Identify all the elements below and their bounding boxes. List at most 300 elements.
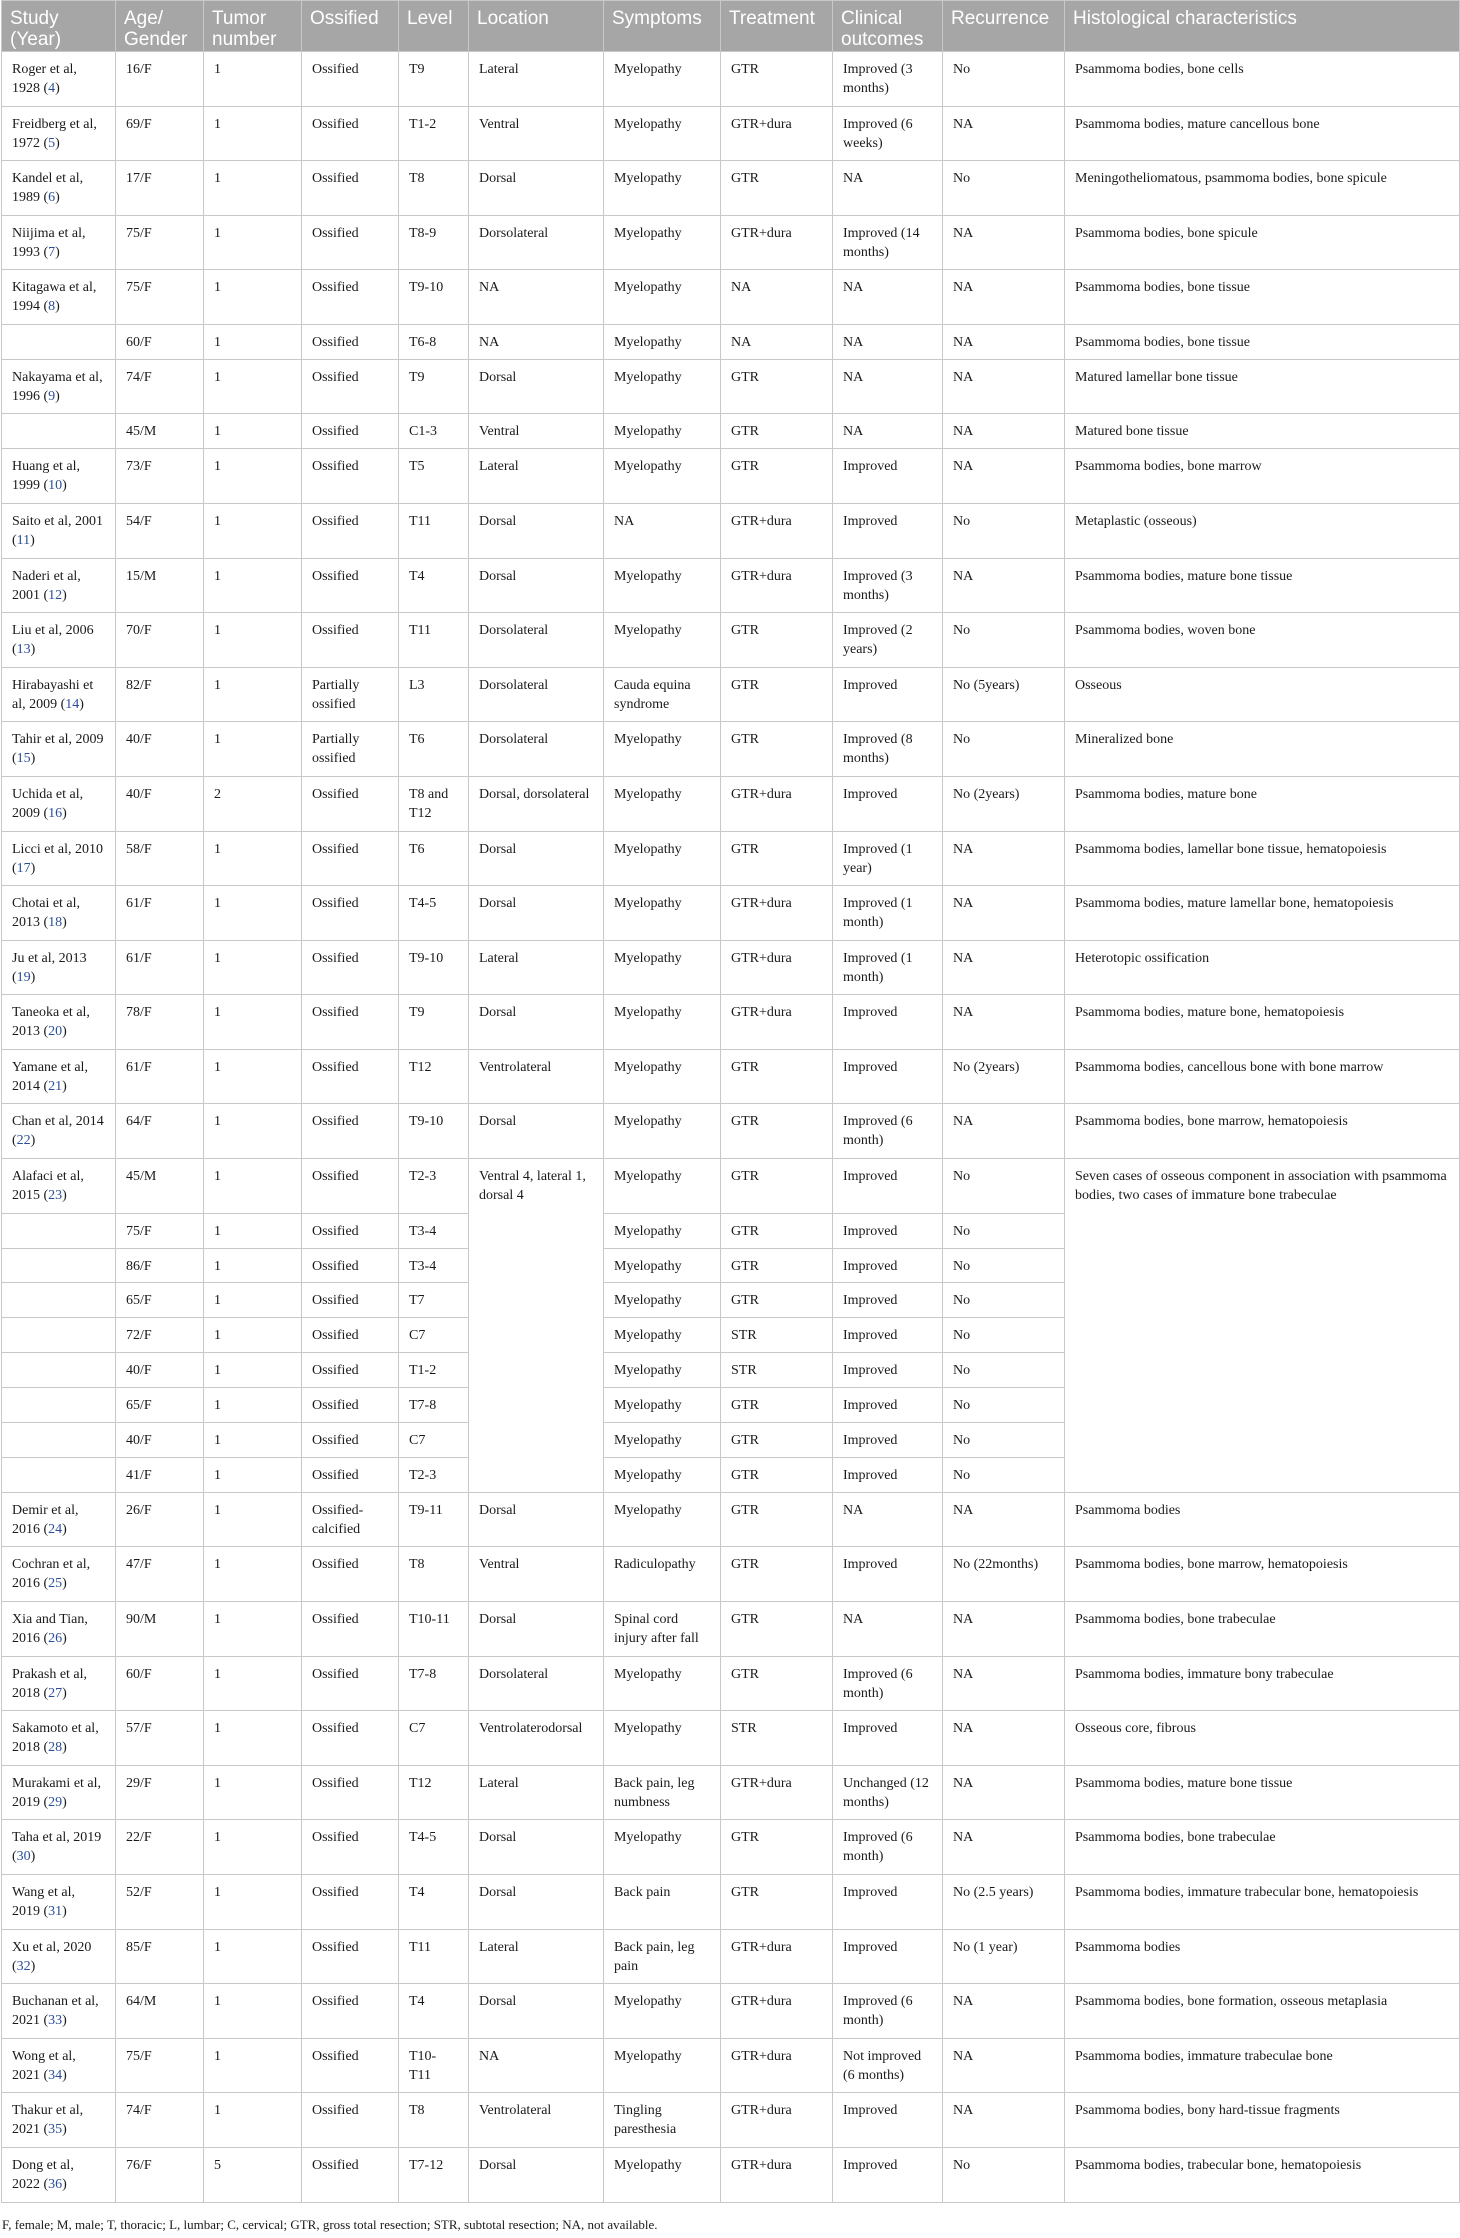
tumor-number-cell: 1: [204, 1874, 302, 1929]
recurrence-cell: No: [943, 1283, 1065, 1318]
treatment-cell: GTR+dura: [721, 1984, 833, 2039]
histology-cell: Psammoma bodies, bone marrow, hematopoiesis: [1065, 1104, 1460, 1159]
treatment-cell: GTR+dura: [721, 2147, 833, 2202]
reference-link[interactable]: 30: [16, 1849, 31, 1865]
study-cell: Taneoka et al, 2013 (20): [2, 995, 116, 1050]
outcome-cell: Improved: [833, 1353, 943, 1388]
header-row: [2, 1, 1460, 52]
reference-link[interactable]: 15: [16, 751, 31, 767]
outcome-cell: Improved: [833, 449, 943, 504]
reference-link[interactable]: 20: [48, 1024, 63, 1040]
reference-link[interactable]: 25: [48, 1576, 63, 1592]
ossified-cell: Ossified: [302, 1457, 399, 1492]
age-gender-cell: 29/F: [116, 1765, 204, 1820]
age-gender-cell: 75/F: [116, 215, 204, 270]
age-gender-cell: 74/F: [116, 359, 204, 414]
level-cell: T8-9: [399, 215, 469, 270]
study-cell: Tahir et al, 2009 (15): [2, 722, 116, 777]
outcome-cell: Improved: [833, 1248, 943, 1283]
ossified-cell: Ossified: [302, 831, 399, 886]
tumor-number-cell: 1: [204, 52, 302, 107]
treatment-cell: GTR: [721, 1248, 833, 1283]
treatment-cell: GTR: [721, 1213, 833, 1248]
table-row: [2, 558, 1460, 613]
level-cell: L3: [399, 667, 469, 722]
age-gender-cell: 74/F: [116, 2093, 204, 2148]
ossified-cell: Ossified: [302, 2038, 399, 2093]
reference-link[interactable]: 18: [48, 915, 63, 931]
study-cell: Kandel et al, 1989 (6): [2, 161, 116, 216]
level-cell: T9-10: [399, 940, 469, 995]
outcome-cell: Improved: [833, 1283, 943, 1318]
outcome-cell: Improved (3 months): [833, 52, 943, 107]
ossified-cell: Ossified: [302, 886, 399, 941]
level-cell: T7-8: [399, 1656, 469, 1711]
treatment-cell: GTR+dura: [721, 558, 833, 613]
study-name: Cochran et al, 2016: [12, 1557, 91, 1592]
study-name: Ju et al, 2013: [12, 950, 87, 966]
symptoms-cell: Myelopathy: [604, 359, 721, 414]
study-name: Naderi et al, 2001: [12, 568, 81, 603]
level-cell: T6-8: [399, 324, 469, 359]
outcome-cell: Improved: [833, 1388, 943, 1423]
tumor-number-cell: 1: [204, 106, 302, 161]
table-row: [2, 940, 1460, 995]
outcome-cell: Improved: [833, 2093, 943, 2148]
recurrence-cell: No: [943, 2147, 1065, 2202]
level-cell: T4-5: [399, 1820, 469, 1875]
treatment-cell: GTR: [721, 161, 833, 216]
study-name: Freidberg et al, 1972: [12, 116, 97, 151]
tumor-number-cell: 1: [204, 995, 302, 1050]
ossified-cell: Ossified: [302, 106, 399, 161]
table-row: [2, 1929, 1460, 1984]
tumor-number-cell: 1: [204, 1601, 302, 1656]
reference-link[interactable]: 5: [48, 135, 56, 151]
reference-link[interactable]: 4: [48, 81, 56, 96]
symptoms-cell: Myelopathy: [604, 270, 721, 325]
ossified-cell: Ossified: [302, 1711, 399, 1766]
reference-link[interactable]: 28: [48, 1740, 63, 1756]
study-name: Kandel et al, 1989: [12, 171, 84, 206]
header-treatment: Treatment: [721, 1, 833, 52]
study-cell: Dong et al, 2022 (36): [2, 2147, 116, 2202]
age-gender-cell: 52/F: [116, 1874, 204, 1929]
reference-link[interactable]: 26: [48, 1630, 63, 1646]
reference-link[interactable]: 12: [48, 587, 63, 603]
table-row: [2, 1104, 1460, 1159]
study-name: Yamane et al, 2014: [12, 1059, 88, 1094]
symptoms-cell: Myelopathy: [604, 1656, 721, 1711]
table-row: [2, 324, 1460, 359]
study-cell: [2, 414, 116, 449]
study-name: Huang et al, 1999: [12, 459, 81, 494]
reference-link[interactable]: 27: [48, 1685, 63, 1701]
reference-link[interactable]: 29: [48, 1794, 63, 1810]
ossified-cell: Ossified: [302, 449, 399, 504]
age-gender-cell: 75/F: [116, 1213, 204, 1248]
location-cell: Dorsal: [469, 359, 604, 414]
study-cell: [2, 324, 116, 359]
study-cell: Uchida et al, 2009 (16): [2, 776, 116, 831]
location-cell: Lateral: [469, 449, 604, 504]
ossified-cell: Ossified: [302, 215, 399, 270]
recurrence-cell: NA: [943, 940, 1065, 995]
reference-link[interactable]: 19: [16, 969, 31, 985]
recurrence-cell: No: [943, 52, 1065, 107]
location-cell: Dorsolateral: [469, 722, 604, 777]
age-gender-cell: 45/M: [116, 414, 204, 449]
recurrence-cell: No (2years): [943, 776, 1065, 831]
study-cell: Wong et al, 2021 (34): [2, 2038, 116, 2093]
recurrence-cell: No: [943, 1318, 1065, 1353]
table-row: [2, 1049, 1460, 1104]
outcome-cell: Improved (1 month): [833, 940, 943, 995]
study-cell: Alafaci et al, 2015 (23): [2, 1159, 116, 1214]
tumor-number-cell: 1: [204, 1984, 302, 2039]
treatment-cell: GTR+dura: [721, 886, 833, 941]
age-gender-cell: 75/F: [116, 2038, 204, 2093]
study-name: Chan et al, 2014: [12, 1114, 104, 1130]
outcome-cell: NA: [833, 414, 943, 449]
symptoms-cell: Myelopathy: [604, 1353, 721, 1388]
table-row: [2, 161, 1460, 216]
tumor-number-cell: 1: [204, 1388, 302, 1423]
reference-link[interactable]: 24: [48, 1521, 63, 1537]
ossified-cell: Ossified: [302, 1353, 399, 1388]
study-cell: Kitagawa et al, 1994 (8): [2, 270, 116, 325]
study-name: Taneoka et al, 2013: [12, 1005, 90, 1040]
level-cell: T6: [399, 722, 469, 777]
level-cell: T10-T11: [399, 2038, 469, 2093]
reference-link[interactable]: 17: [16, 860, 31, 876]
tumor-number-cell: 1: [204, 1423, 302, 1458]
ossified-cell: Ossified: [302, 1874, 399, 1929]
recurrence-cell: No: [943, 613, 1065, 668]
study-cell: Buchanan et al, 2021 (33): [2, 1984, 116, 2039]
recurrence-cell: No: [943, 1423, 1065, 1458]
table-row: [2, 1547, 1460, 1602]
table-header: [2, 1, 1460, 52]
reference-link[interactable]: 13: [16, 642, 31, 658]
level-cell: T8 and T12: [399, 776, 469, 831]
treatment-cell: GTR: [721, 1159, 833, 1214]
level-cell: T2-3: [399, 1159, 469, 1214]
study-name: Kitagawa et al, 1994: [12, 280, 97, 315]
symptoms-cell: Myelopathy: [604, 1213, 721, 1248]
age-gender-cell: 47/F: [116, 1547, 204, 1602]
histology-cell: Psammoma bodies, bone marrow: [1065, 449, 1460, 504]
level-cell: C7: [399, 1318, 469, 1353]
ossified-cell: Ossified: [302, 359, 399, 414]
ossified-cell: Ossified: [302, 1213, 399, 1248]
ossified-cell: Ossified: [302, 995, 399, 1050]
recurrence-cell: NA: [943, 1492, 1065, 1547]
symptoms-cell: Radiculopathy: [604, 1547, 721, 1602]
histology-cell: Psammoma bodies, bone formation, osseous metaplasia: [1065, 1984, 1460, 2039]
age-gender-cell: 90/M: [116, 1601, 204, 1656]
histology-cell: Psammoma bodies, lamellar bone tissue, hematopoiesis: [1065, 831, 1460, 886]
study-cell: Cochran et al, 2016 (25): [2, 1547, 116, 1602]
level-cell: T7-12: [399, 2147, 469, 2202]
location-cell: Ventral: [469, 414, 604, 449]
symptoms-cell: Myelopathy: [604, 52, 721, 107]
symptoms-cell: Myelopathy: [604, 613, 721, 668]
level-cell: T9-10: [399, 1104, 469, 1159]
location-cell: Ventral 4, lateral 1, dorsal 4: [469, 1159, 604, 1493]
location-cell: Ventrolaterodorsal: [469, 1711, 604, 1766]
ossified-cell: Ossified: [302, 414, 399, 449]
outcome-cell: Improved: [833, 2147, 943, 2202]
tumor-number-cell: 1: [204, 1492, 302, 1547]
outcome-cell: Improved (6 month): [833, 1984, 943, 2039]
tumor-number-cell: 1: [204, 1049, 302, 1104]
recurrence-cell: NA: [943, 324, 1065, 359]
level-cell: T4: [399, 1874, 469, 1929]
symptoms-cell: Myelopathy: [604, 831, 721, 886]
symptoms-cell: Spinal cord injury after fall: [604, 1601, 721, 1656]
tumor-number-cell: 1: [204, 215, 302, 270]
symptoms-cell: Myelopathy: [604, 1159, 721, 1214]
age-gender-cell: 60/F: [116, 1656, 204, 1711]
study-cell: [2, 1388, 116, 1423]
outcome-cell: NA: [833, 1492, 943, 1547]
treatment-cell: GTR: [721, 722, 833, 777]
symptoms-cell: Myelopathy: [604, 1318, 721, 1353]
treatment-cell: GTR: [721, 1388, 833, 1423]
age-gender-cell: 70/F: [116, 613, 204, 668]
age-gender-cell: 61/F: [116, 886, 204, 941]
ossified-cell: Ossified-calcified: [302, 1492, 399, 1547]
tumor-number-cell: 1: [204, 1248, 302, 1283]
reference-link[interactable]: 16: [48, 805, 63, 821]
location-cell: Dorsal: [469, 1601, 604, 1656]
study-name: Chotai et al, 2013: [12, 896, 81, 931]
study-cell: Nakayama et al, 1996 (9): [2, 359, 116, 414]
study-name: Nakayama et al, 1996: [12, 369, 103, 404]
location-cell: Dorsal: [469, 1104, 604, 1159]
ossified-cell: Ossified: [302, 503, 399, 558]
treatment-cell: GTR+dura: [721, 1765, 833, 1820]
outcome-cell: Unchanged (12 months): [833, 1765, 943, 1820]
symptoms-cell: Myelopathy: [604, 886, 721, 941]
outcome-cell: Improved (2 years): [833, 613, 943, 668]
reference-link[interactable]: 32: [16, 1958, 31, 1974]
study-cell: [2, 1353, 116, 1388]
ossified-cell: Ossified: [302, 558, 399, 613]
histology-cell: Psammoma bodies: [1065, 1929, 1460, 1984]
symptoms-cell: Myelopathy: [604, 722, 721, 777]
symptoms-cell: Myelopathy: [604, 558, 721, 613]
study-name: Demir et al, 2016: [12, 1502, 79, 1537]
study-cell: Murakami et al, 2019 (29): [2, 1765, 116, 1820]
symptoms-cell: Myelopathy: [604, 414, 721, 449]
outcome-cell: Improved: [833, 1457, 943, 1492]
level-cell: T4: [399, 558, 469, 613]
histology-cell: Psammoma bodies, bony hard-tissue fragments: [1065, 2093, 1460, 2148]
symptoms-cell: NA: [604, 503, 721, 558]
outcome-cell: Improved (8 months): [833, 722, 943, 777]
outcome-cell: Improved (3 months): [833, 558, 943, 613]
recurrence-cell: No (2years): [943, 1049, 1065, 1104]
treatment-cell: GTR+dura: [721, 2038, 833, 2093]
reference-link[interactable]: 6: [48, 190, 56, 206]
study-name: Buchanan et al, 2021: [12, 1994, 99, 2029]
tumor-number-cell: 1: [204, 1457, 302, 1492]
outcome-cell: Improved: [833, 1159, 943, 1214]
age-gender-cell: 58/F: [116, 831, 204, 886]
study-name: Thakur et al, 2021: [12, 2103, 84, 2138]
location-cell: Dorsal: [469, 2147, 604, 2202]
location-cell: Dorsal: [469, 1984, 604, 2039]
ossified-cell: Ossified: [302, 1656, 399, 1711]
outcome-cell: Improved (6 weeks): [833, 106, 943, 161]
reference-link[interactable]: 21: [48, 1078, 63, 1094]
study-cell: Yamane et al, 2014 (21): [2, 1049, 116, 1104]
recurrence-cell: NA: [943, 1104, 1065, 1159]
outcome-cell: NA: [833, 324, 943, 359]
recurrence-cell: No (22months): [943, 1547, 1065, 1602]
histology-cell: Meningotheliomatous, psammoma bodies, bone spicule: [1065, 161, 1460, 216]
tumor-number-cell: 1: [204, 161, 302, 216]
histology-cell: Metaplastic (osseous): [1065, 503, 1460, 558]
treatment-cell: GTR+dura: [721, 940, 833, 995]
tumor-number-cell: 1: [204, 2038, 302, 2093]
ossified-cell: Ossified: [302, 1820, 399, 1875]
table-row: [2, 503, 1460, 558]
level-cell: T8: [399, 1547, 469, 1602]
study-cell: Taha et al, 2019 (30): [2, 1820, 116, 1875]
study-cell: Licci et al, 2010 (17): [2, 831, 116, 886]
reference-link[interactable]: 7: [48, 244, 56, 260]
reference-link[interactable]: 8: [48, 299, 56, 315]
outcome-cell: Improved: [833, 1318, 943, 1353]
table-row: [2, 414, 1460, 449]
recurrence-cell: No: [943, 1213, 1065, 1248]
histology-cell: Psammoma bodies, mature bone, hematopoiesis: [1065, 995, 1460, 1050]
recurrence-cell: No (1 year): [943, 1929, 1065, 1984]
ossified-cell: Ossified: [302, 1601, 399, 1656]
treatment-cell: GTR+dura: [721, 106, 833, 161]
location-cell: Dorsal: [469, 995, 604, 1050]
reference-link[interactable]: 36: [48, 2176, 63, 2192]
recurrence-cell: No (2.5 years): [943, 1874, 1065, 1929]
age-gender-cell: 72/F: [116, 1318, 204, 1353]
reference-link[interactable]: 33: [48, 2013, 63, 2029]
recurrence-cell: NA: [943, 1601, 1065, 1656]
study-cell: Demir et al, 2016 (24): [2, 1492, 116, 1547]
level-cell: T9: [399, 995, 469, 1050]
recurrence-cell: NA: [943, 831, 1065, 886]
histology-cell: Psammoma bodies, mature bone: [1065, 776, 1460, 831]
level-cell: C7: [399, 1711, 469, 1766]
tumor-number-cell: 5: [204, 2147, 302, 2202]
header-ossified: Ossified: [302, 1, 399, 52]
level-cell: T11: [399, 1929, 469, 1984]
ossified-cell: Ossified: [302, 1049, 399, 1104]
reference-link[interactable]: 22: [16, 1133, 31, 1149]
symptoms-cell: Myelopathy: [604, 1820, 721, 1875]
treatment-cell: NA: [721, 324, 833, 359]
treatment-cell: GTR: [721, 1656, 833, 1711]
treatment-cell: GTR: [721, 613, 833, 668]
age-gender-cell: 61/F: [116, 1049, 204, 1104]
study-name: Uchida et al, 2009: [12, 786, 84, 821]
treatment-cell: GTR: [721, 1874, 833, 1929]
ossified-cell: Ossified: [302, 776, 399, 831]
reference-link[interactable]: 31: [48, 1903, 63, 1919]
age-gender-cell: 60/F: [116, 324, 204, 359]
recurrence-cell: No: [943, 1457, 1065, 1492]
age-gender-cell: 26/F: [116, 1492, 204, 1547]
location-cell: Dorsal: [469, 161, 604, 216]
symptoms-cell: Myelopathy: [604, 1388, 721, 1423]
age-gender-cell: 69/F: [116, 106, 204, 161]
symptoms-cell: Myelopathy: [604, 106, 721, 161]
reference-link[interactable]: 14: [65, 696, 80, 712]
location-cell: Ventrolateral: [469, 1049, 604, 1104]
reference-link[interactable]: 35: [48, 2122, 63, 2138]
tumor-number-cell: 1: [204, 1283, 302, 1318]
level-cell: T6: [399, 831, 469, 886]
histology-cell: Psammoma bodies: [1065, 1492, 1460, 1547]
study-cell: [2, 1423, 116, 1458]
age-gender-cell: 85/F: [116, 1929, 204, 1984]
location-cell: Dorsal: [469, 1492, 604, 1547]
symptoms-cell: Myelopathy: [604, 1457, 721, 1492]
ossified-cell: Ossified: [302, 613, 399, 668]
histology-cell: Psammoma bodies, mature lamellar bone, hematopoiesis: [1065, 886, 1460, 941]
table-row: [2, 2147, 1460, 2202]
age-gender-cell: 45/M: [116, 1159, 204, 1214]
level-cell: T7: [399, 1283, 469, 1318]
reference-link[interactable]: 34: [48, 2067, 63, 2083]
treatment-cell: GTR: [721, 831, 833, 886]
tumor-number-cell: 1: [204, 1711, 302, 1766]
table-row: [2, 449, 1460, 504]
reference-link[interactable]: 10: [48, 478, 63, 494]
level-cell: T3-4: [399, 1248, 469, 1283]
histology-cell: Psammoma bodies, trabecular bone, hematopoiesis: [1065, 2147, 1460, 2202]
location-cell: Dorsal: [469, 831, 604, 886]
study-cell: Ju et al, 2013 (19): [2, 940, 116, 995]
ossified-cell: Partially ossified: [302, 667, 399, 722]
outcome-cell: Not improved (6 months): [833, 2038, 943, 2093]
location-cell: Dorsal: [469, 886, 604, 941]
ossified-cell: Ossified: [302, 1318, 399, 1353]
recurrence-cell: NA: [943, 359, 1065, 414]
ossified-cell: Ossified: [302, 1765, 399, 1820]
study-name: Hirabayashi et al, 2009: [12, 677, 94, 712]
age-gender-cell: 78/F: [116, 995, 204, 1050]
reference-link[interactable]: 23: [48, 1188, 63, 1204]
location-cell: Dorsolateral: [469, 1656, 604, 1711]
age-gender-cell: 75/F: [116, 270, 204, 325]
histology-cell: Matured bone tissue: [1065, 414, 1460, 449]
study-cell: Xia and Tian, 2016 (26): [2, 1601, 116, 1656]
reference-link[interactable]: 11: [16, 532, 31, 548]
outcome-cell: Improved: [833, 667, 943, 722]
reference-link[interactable]: 9: [48, 388, 56, 404]
treatment-cell: GTR+dura: [721, 2093, 833, 2148]
symptoms-cell: Myelopathy: [604, 1492, 721, 1547]
header-tumor-number: Tumor number: [204, 1, 302, 52]
location-cell: NA: [469, 270, 604, 325]
symptoms-cell: Myelopathy: [604, 1104, 721, 1159]
table-footnote: F, female; M, male; T, thoracic; L, lumbar; C, cervical; GTR, gross total resection; STR, subtotal resection; NA, not available.: [2, 2217, 658, 2232]
level-cell: T9: [399, 52, 469, 107]
study-cell: [2, 1283, 116, 1318]
